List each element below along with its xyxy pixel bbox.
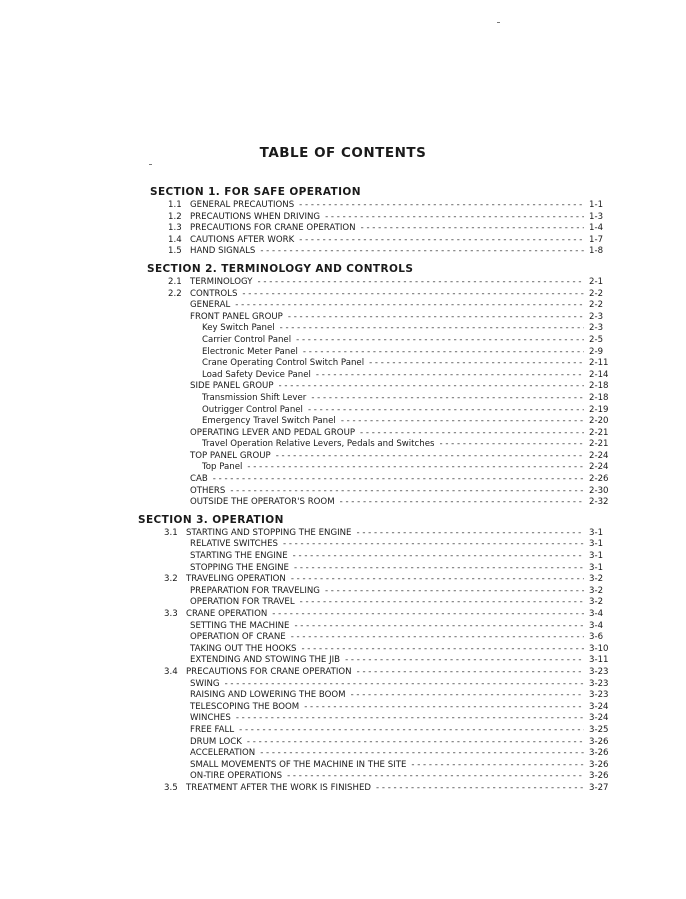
entry-title: Top Panel xyxy=(202,462,243,473)
toc-entry xyxy=(150,289,615,301)
table-of-contents xyxy=(138,185,615,795)
toc-entry xyxy=(150,439,615,451)
dot-leader xyxy=(300,597,584,609)
entry-number: 2.1 xyxy=(168,276,182,287)
entry-number: 3.4 xyxy=(164,666,178,677)
dot-leader xyxy=(296,335,584,347)
entry-page-number: 2-21 xyxy=(589,439,609,450)
entry-title: TOP PANEL GROUP xyxy=(190,450,271,461)
entry-page-number: 3-1 xyxy=(589,527,604,538)
dot-leader xyxy=(260,748,584,760)
dot-leader xyxy=(301,644,584,656)
entry-page-number: 2-1 xyxy=(589,276,604,287)
dot-leader xyxy=(294,621,584,633)
entry-title: CONTROLS xyxy=(190,288,238,299)
entry-page-number: 3-4 xyxy=(589,620,604,631)
toc-entry xyxy=(150,539,615,551)
dot-leader xyxy=(357,667,584,679)
entry-page-number: 2-18 xyxy=(589,381,609,392)
entry-title: RELATIVE SWITCHES xyxy=(190,539,279,550)
entry-title: RAISING AND LOWERING THE BOOM xyxy=(190,690,346,701)
section-heading: SECTION 2. TERMINOLOGY AND CONTROLS xyxy=(147,262,414,275)
entry-title: ON-TIRE OPERATIONS xyxy=(190,771,283,782)
toc-entry xyxy=(150,760,615,772)
entry-title: Key Switch Panel xyxy=(202,323,275,334)
entry-page-number: 1-3 xyxy=(589,211,604,222)
dot-leader xyxy=(213,474,584,486)
entry-title: STOPPING THE ENGINE xyxy=(190,562,289,573)
dot-leader xyxy=(303,347,584,359)
toc-entry xyxy=(150,783,615,795)
toc-entry xyxy=(150,335,615,347)
entry-title: GENERAL xyxy=(190,300,231,311)
dot-leader xyxy=(299,200,584,212)
entry-title: STARTING THE ENGINE xyxy=(190,551,288,562)
entry-title: PREPARATION FOR TRAVELING xyxy=(190,585,320,596)
dot-leader xyxy=(341,416,584,428)
entry-page-number: 2-14 xyxy=(589,369,609,380)
entry-page-number: 3-1 xyxy=(589,562,604,573)
entry-title: TRAVELING OPERATION xyxy=(186,574,286,585)
toc-entry xyxy=(150,497,615,509)
toc-entry xyxy=(150,713,615,725)
toc-entry xyxy=(150,690,615,702)
toc-entry xyxy=(150,474,615,486)
entry-title: STARTING AND STOPPING THE ENGINE xyxy=(186,527,352,538)
dot-leader xyxy=(230,486,584,498)
entry-title: PRECAUTIONS FOR CRANE OPERATION xyxy=(190,223,356,234)
toc-entry xyxy=(150,609,615,621)
entry-page-number: 2-11 xyxy=(589,358,609,369)
entry-page-number: 2-26 xyxy=(589,474,609,485)
dot-leader xyxy=(345,655,584,667)
entry-title: SIDE PANEL GROUP xyxy=(190,381,274,392)
entry-number: 1.4 xyxy=(168,234,182,245)
entry-title: TAKING OUT THE HOOKS xyxy=(190,643,297,654)
scan-speck xyxy=(497,22,500,23)
entry-title: FRONT PANEL GROUP xyxy=(190,311,283,322)
toc-entry xyxy=(150,381,615,393)
entry-title: OPERATING LEVER AND PEDAL GROUP xyxy=(190,427,356,438)
entry-page-number: 3-26 xyxy=(589,771,609,782)
dot-leader xyxy=(304,702,584,714)
entry-number: 1.1 xyxy=(168,200,182,210)
section-heading: SECTION 1. FOR SAFE OPERATION xyxy=(150,186,361,198)
entry-title: DRUM LOCK xyxy=(190,736,242,747)
entry-number: 3.1 xyxy=(164,527,178,538)
dot-leader xyxy=(288,312,584,324)
toc-entry xyxy=(150,702,615,714)
entry-page-number: 2-24 xyxy=(589,450,609,461)
dot-leader xyxy=(361,223,584,235)
toc-entry xyxy=(150,300,615,312)
dot-leader xyxy=(279,381,584,393)
entry-page-number: 2-32 xyxy=(589,497,609,508)
dot-leader xyxy=(299,235,584,247)
entry-title: SMALL MOVEMENTS OF THE MACHINE IN THE SITE xyxy=(190,759,407,770)
dot-leader xyxy=(357,528,585,540)
entry-title: TELESCOPING THE BOOM xyxy=(190,701,300,712)
toc-entry xyxy=(150,574,615,586)
dot-leader xyxy=(258,277,584,289)
entry-page-number: 2-30 xyxy=(589,485,609,496)
entry-title: TERMINOLOGY xyxy=(190,276,253,287)
toc-entry xyxy=(150,667,615,679)
entry-title: ACCELERATION xyxy=(190,748,256,759)
entry-title: OPERATION FOR TRAVEL xyxy=(190,597,295,608)
dot-leader xyxy=(260,246,584,258)
entry-page-number: 3-1 xyxy=(589,551,604,562)
toc-entry xyxy=(150,212,615,224)
dot-leader xyxy=(440,439,585,451)
entry-page-number: 3-24 xyxy=(589,713,609,724)
toc-entry xyxy=(150,312,615,324)
dot-leader xyxy=(291,574,584,586)
dot-leader xyxy=(294,563,584,575)
entry-title: Emergency Travel Switch Panel xyxy=(202,416,336,427)
entry-page-number: 2-2 xyxy=(589,288,604,299)
entry-page-number: 3-23 xyxy=(589,678,609,689)
entry-number: 3.2 xyxy=(164,574,178,585)
entry-page-number: 1-8 xyxy=(589,246,604,257)
toc-entry xyxy=(150,358,615,370)
toc-entry xyxy=(150,405,615,417)
entry-number: 1.2 xyxy=(168,211,182,222)
dot-leader xyxy=(283,539,584,551)
toc-entry xyxy=(150,246,615,258)
entry-title: Load Safety Device Panel xyxy=(202,369,311,380)
toc-entry xyxy=(150,451,615,463)
entry-title: Transmission Shift Lever xyxy=(202,392,307,403)
entry-page-number: 1-4 xyxy=(589,223,604,234)
entry-title: OTHERS xyxy=(190,485,226,496)
dot-leader xyxy=(242,289,584,301)
entry-number: 1.3 xyxy=(168,223,182,234)
toc-entry xyxy=(150,597,615,609)
entry-page-number: 3-23 xyxy=(589,666,609,677)
entry-page-number: 3-11 xyxy=(589,655,609,666)
toc-entry xyxy=(150,370,615,382)
entry-page-number: 3-23 xyxy=(589,690,609,701)
entry-page-number: 2-19 xyxy=(589,404,609,415)
toc-entry xyxy=(150,277,615,289)
dot-leader xyxy=(360,428,584,440)
entry-title: OPERATION OF CRANE xyxy=(190,632,286,643)
entry-number: 3.3 xyxy=(164,609,178,619)
entry-title: GENERAL PRECAUTIONS xyxy=(190,200,295,210)
entry-page-number: 2-20 xyxy=(589,416,609,427)
scan-speck xyxy=(149,164,152,165)
entry-page-number: 2-3 xyxy=(589,323,604,334)
entry-page-number: 3-6 xyxy=(589,632,604,643)
toc-entry xyxy=(150,644,615,656)
toc-entry xyxy=(150,235,615,247)
dot-leader xyxy=(325,212,584,224)
entry-title: EXTENDING AND STOWING THE JIB xyxy=(190,655,341,666)
toc-entry xyxy=(150,771,615,783)
entry-title: CAUTIONS AFTER WORK xyxy=(190,234,295,245)
entry-page-number: 3-2 xyxy=(589,574,604,585)
entry-title: HAND SIGNALS xyxy=(190,246,256,257)
entry-page-number: 2-21 xyxy=(589,427,609,438)
dot-leader xyxy=(340,497,584,509)
entry-page-number: 1-1 xyxy=(589,200,604,210)
entry-title: Crane Operating Control Switch Panel xyxy=(202,358,365,369)
entry-title: PRECAUTIONS WHEN DRIVING xyxy=(190,211,321,222)
entry-number: 1.5 xyxy=(168,246,182,257)
entry-page-number: 3-10 xyxy=(589,643,609,654)
toc-entry xyxy=(150,586,615,598)
toc-entry xyxy=(150,655,615,667)
dot-leader xyxy=(293,551,584,563)
dot-leader xyxy=(369,358,584,370)
toc-entry xyxy=(150,486,615,498)
dot-leader xyxy=(287,771,584,783)
dot-leader xyxy=(316,370,584,382)
dot-leader xyxy=(272,609,584,621)
entry-title: Carrier Control Panel xyxy=(202,334,292,345)
toc-entry xyxy=(150,428,615,440)
toc-entry xyxy=(150,551,615,563)
toc-entry xyxy=(150,725,615,737)
entry-page-number: 3-25 xyxy=(589,724,609,735)
entry-title: SETTING THE MACHINE xyxy=(190,620,290,631)
dot-leader xyxy=(239,725,584,737)
entry-page-number: 3-4 xyxy=(589,609,604,619)
dot-leader xyxy=(376,783,584,795)
entry-page-number: 1-7 xyxy=(589,234,604,245)
toc-entry xyxy=(150,393,615,405)
entry-title: FREE FALL xyxy=(190,724,235,735)
toc-entry xyxy=(150,528,615,540)
toc-entry xyxy=(150,679,615,691)
entry-page-number: 3-2 xyxy=(589,585,604,596)
dot-leader xyxy=(236,713,584,725)
toc-entry xyxy=(150,632,615,644)
entry-title: SWING xyxy=(190,678,220,689)
entry-title: Electronic Meter Panel xyxy=(202,346,298,357)
dot-leader xyxy=(280,323,584,335)
entry-title: WINCHES xyxy=(190,713,231,724)
entry-page-number: 3-24 xyxy=(589,701,609,712)
dot-leader xyxy=(351,690,584,702)
entry-number: 2.2 xyxy=(168,288,182,299)
entry-page-number: 2-3 xyxy=(589,311,604,322)
entry-title: Travel Operation Relative Levers, Pedals and Switches xyxy=(202,439,435,450)
toc-entry xyxy=(150,563,615,575)
entry-page-number: 2-5 xyxy=(589,334,604,345)
entry-title: PRECAUTIONS FOR CRANE OPERATION xyxy=(186,666,352,677)
section-heading: SECTION 3. OPERATION xyxy=(138,513,284,526)
dot-leader xyxy=(247,462,584,474)
entry-page-number: 3-26 xyxy=(589,736,609,747)
entry-page-number: 2-2 xyxy=(589,300,604,311)
toc-entry xyxy=(150,621,615,633)
page-title: TABLE OF CONTENTS xyxy=(259,145,427,161)
entry-title: CAB xyxy=(190,474,208,485)
toc-entry xyxy=(150,462,615,474)
dot-leader xyxy=(247,737,584,749)
toc-entry xyxy=(150,748,615,760)
toc-entry xyxy=(150,200,615,212)
entry-page-number: 3-26 xyxy=(589,759,609,770)
dot-leader xyxy=(411,760,584,772)
dot-leader xyxy=(291,632,584,644)
dot-leader xyxy=(325,586,584,598)
entry-page-number: 2-9 xyxy=(589,346,604,357)
entry-title: TREATMENT AFTER THE WORK IS FINISHED xyxy=(186,782,372,793)
entry-page-number: 3-2 xyxy=(589,597,604,608)
toc-entry xyxy=(150,323,615,335)
entry-page-number: 3-27 xyxy=(589,782,609,793)
dot-leader xyxy=(225,679,584,691)
entry-page-number: 3-1 xyxy=(589,539,604,550)
toc-entry xyxy=(150,347,615,359)
entry-page-number: 2-24 xyxy=(589,462,609,473)
dot-leader xyxy=(311,393,584,405)
entry-title: OUTSIDE THE OPERATOR'S ROOM xyxy=(190,497,335,508)
entry-title: CRANE OPERATION xyxy=(186,609,268,619)
dot-leader xyxy=(276,451,584,463)
toc-entry xyxy=(150,223,615,235)
entry-page-number: 2-18 xyxy=(589,392,609,403)
toc-entry xyxy=(150,416,615,428)
dot-leader xyxy=(235,300,584,312)
entry-number: 3.5 xyxy=(164,782,178,793)
entry-page-number: 3-26 xyxy=(589,748,609,759)
entry-title: Outrigger Control Panel xyxy=(202,404,303,415)
dot-leader xyxy=(308,405,584,417)
toc-entry xyxy=(150,737,615,749)
